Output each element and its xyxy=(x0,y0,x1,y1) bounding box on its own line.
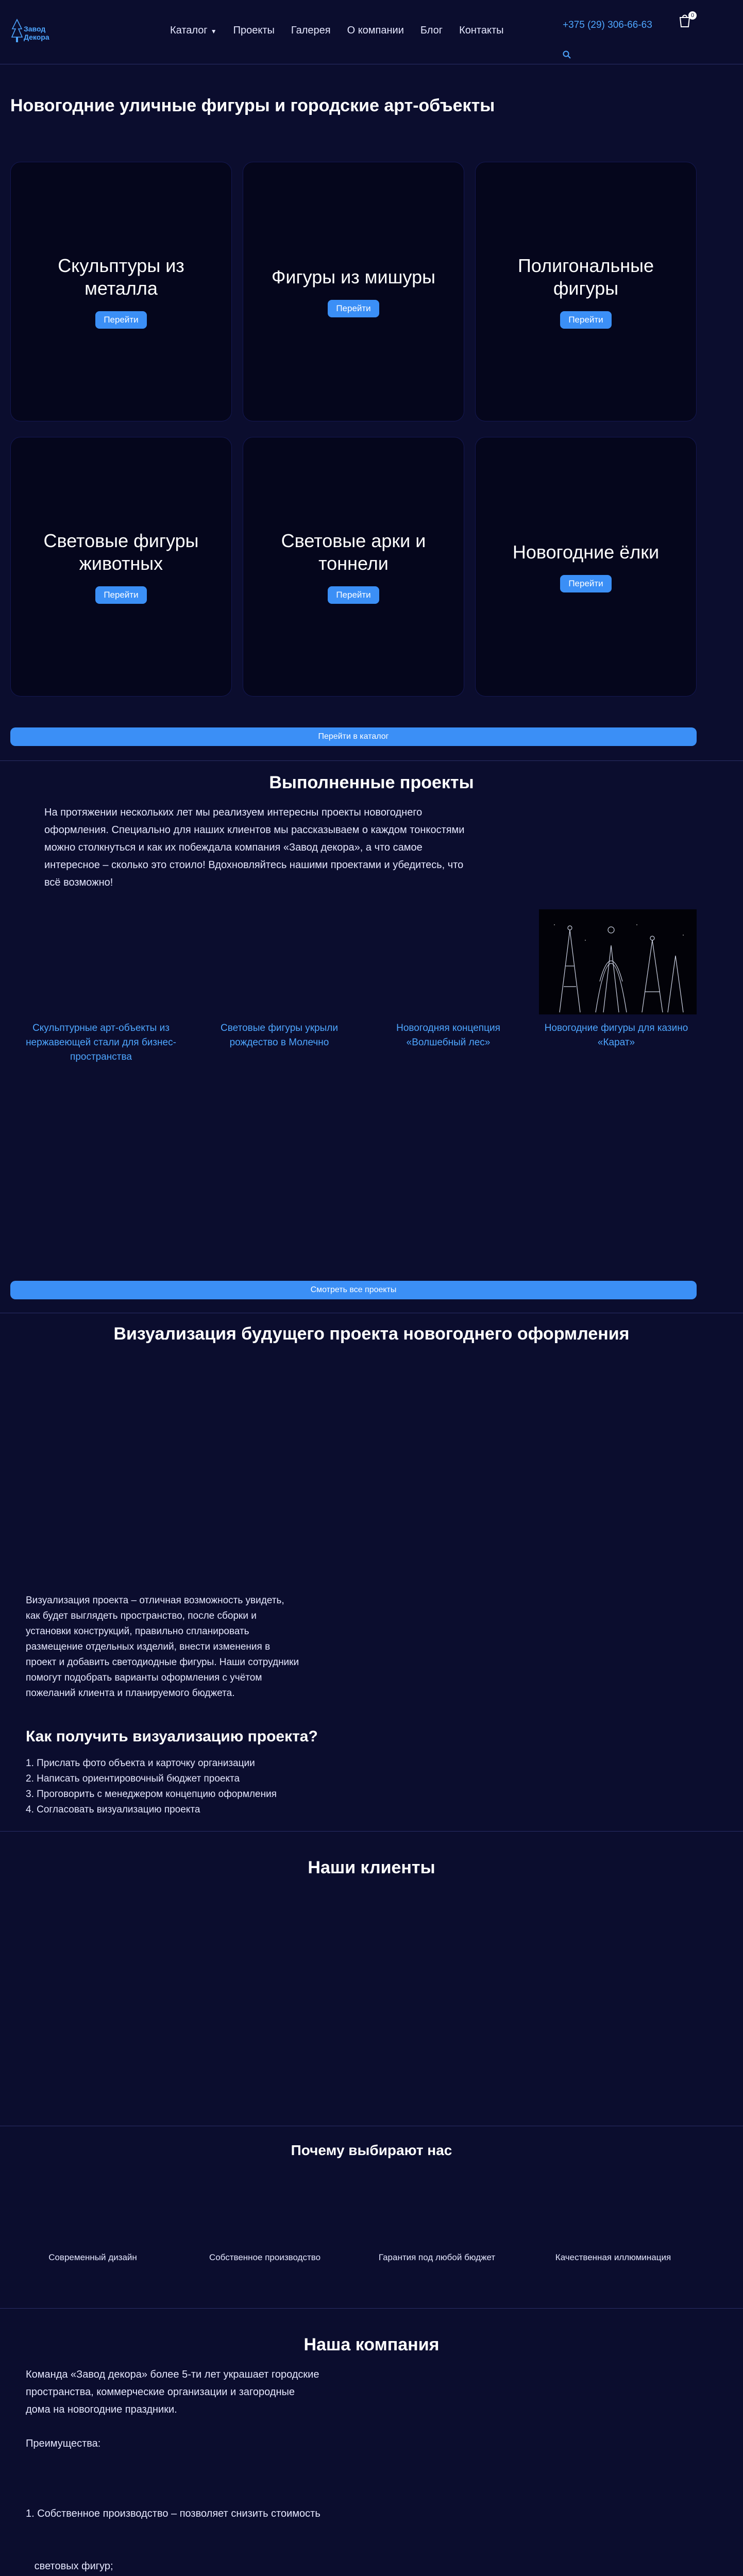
category-title: Световые арки и тоннели xyxy=(281,530,426,574)
nav-projects[interactable]: Проекты xyxy=(233,25,275,36)
advantages-title: Преимущества: xyxy=(26,2438,101,2449)
category-go-button[interactable]: Перейти xyxy=(95,586,146,604)
advantages-list xyxy=(26,2470,356,2576)
logo-line-1: Завод xyxy=(24,25,46,33)
step-item: 3. Проговорить с менеджером концепцию оформления xyxy=(26,1789,277,1800)
visualization-title: Визуализация будущего проекта новогоднего оформления xyxy=(113,1324,630,1344)
illuminated-figures-image xyxy=(539,909,697,1014)
advantage-line: 1. Собственное производство – позволяет снизить стоимость xyxy=(26,2508,320,2519)
projects-intro-line: можно столкнуться и как их побеждала компания «Завод декора», а что самое xyxy=(44,842,423,853)
nav-blog[interactable]: Блог xyxy=(420,25,443,36)
nav-gallery[interactable]: Галерея xyxy=(291,25,331,36)
why-us-title: Почему выбирают нас xyxy=(291,2142,452,2158)
project-link[interactable]: Новогодняя концепция «Волшебный лес» xyxy=(396,1023,500,1048)
projects-intro-line: всё возможно! xyxy=(44,877,113,888)
project-link[interactable]: Световые фигуры укрыли рождество в Молечно xyxy=(221,1023,338,1048)
logo-line-2: Декора xyxy=(24,33,49,41)
why-item: Гарантия под любой бюджет xyxy=(378,2252,496,2262)
category-card-arches[interactable] xyxy=(243,437,464,697)
why-item: Качественная иллюминация xyxy=(555,2252,671,2262)
logo-text xyxy=(24,25,49,41)
visualization-line: Визуализация проекта – отличная возможность увидеть, xyxy=(26,1595,284,1606)
step-item: 2. Написать ориентировочный бюджет проекта xyxy=(26,1773,240,1784)
visualization-text xyxy=(26,1593,356,1701)
category-title: Скульптуры из металла xyxy=(58,255,184,299)
company-intro-line: пространства, коммерческие организации и загородные xyxy=(26,2386,295,2398)
header-phone[interactable]: +375 (29) 306-66-63 xyxy=(563,20,652,30)
visualization-line: помогут подобрать варианты оформления с учётом xyxy=(26,1672,262,1683)
projects-intro-line: оформления. Специально для наших клиентов мы рассказываем о каждом тонкостями xyxy=(44,824,465,836)
project-photo-carat[interactable] xyxy=(539,909,697,1014)
how-to-get-title: Как получить визуализацию проекта? xyxy=(26,1728,318,1745)
nav-catalog[interactable] xyxy=(170,25,217,37)
company-title: Наша компания xyxy=(303,2335,440,2354)
section-divider xyxy=(0,1831,743,1832)
category-card-trees[interactable] xyxy=(475,437,697,697)
category-card-metal[interactable] xyxy=(10,162,232,421)
visualization-line: как будет выглядеть пространство, после сборки и xyxy=(26,1611,257,1621)
category-go-button[interactable]: Перейти xyxy=(95,311,146,329)
step-item: 4. Согласовать визуализацию проекта xyxy=(26,1804,200,1815)
company-intro-line: дома на новогодние праздники. xyxy=(26,2404,177,2415)
category-card-tinsel[interactable] xyxy=(243,162,464,421)
page-title: Новогодние уличные фигуры и городские арт-объекты xyxy=(10,96,495,115)
clients-title: Наши клиенты xyxy=(308,1858,435,1877)
projects-intro xyxy=(44,804,560,891)
category-go-button[interactable]: Перейти xyxy=(328,300,379,317)
all-projects-button[interactable]: Смотреть все проекты xyxy=(10,1281,697,1299)
cart-count-badge: 0 xyxy=(688,11,697,20)
search-icon[interactable] xyxy=(563,50,571,59)
projects-title: Выполненные проекты xyxy=(269,773,474,792)
company-intro-line: Команда «Завод декора» более 5-ти лет украшает городские xyxy=(26,2369,319,2380)
site-header xyxy=(0,0,743,62)
company-intro xyxy=(26,2366,345,2418)
category-go-button[interactable]: Перейти xyxy=(328,586,379,604)
section-divider xyxy=(0,760,743,761)
category-title: Полигональные фигуры xyxy=(517,255,654,299)
category-go-button[interactable]: Перейти xyxy=(560,311,611,329)
category-go-button[interactable]: Перейти xyxy=(560,575,611,592)
nav-catalog-label: Каталог xyxy=(170,25,208,36)
nav-about[interactable]: О компании xyxy=(347,25,404,36)
category-title: Световые фигуры животных xyxy=(43,530,199,574)
why-item: Современный дизайн xyxy=(48,2252,137,2262)
visualization-line: размещение отдельных изделий, внести изменения в xyxy=(26,1641,271,1652)
visualization-line: пожеланий клиента и планируемого бюджета. xyxy=(26,1688,235,1699)
catalog-button[interactable]: Перейти в каталог xyxy=(10,727,697,746)
category-card-animals[interactable] xyxy=(10,437,232,697)
why-item: Собственное производство xyxy=(209,2252,321,2262)
visualization-line: проект и добавить светодиодные фигуры. Наши сотрудники xyxy=(26,1657,299,1668)
main-nav xyxy=(170,25,504,37)
projects-intro-line: На протяжении нескольких лет мы реализуем интересны проекты новогоднего xyxy=(44,807,423,818)
project-link[interactable]: Скульптурные арт-объекты из нержавеющей стали для бизнес-пространства xyxy=(26,1023,176,1062)
visualization-line: установки конструкций, правильно спланировать xyxy=(26,1626,249,1637)
category-title: Новогодние ёлки xyxy=(512,541,660,563)
logo-tree-icon xyxy=(11,19,23,44)
step-item: 1. Прислать фото объекта и карточку организации xyxy=(26,1758,255,1769)
section-divider xyxy=(0,2308,743,2309)
nav-contacts[interactable]: Контакты xyxy=(459,25,504,36)
project-link[interactable]: Новогодние фигуры для казино «Карат» xyxy=(544,1023,688,1048)
category-title: Фигуры из мишуры xyxy=(272,266,435,287)
category-card-polygonal[interactable] xyxy=(475,162,697,421)
visualization-steps xyxy=(26,1756,277,1818)
logo[interactable] xyxy=(11,16,58,46)
projects-intro-line: интересное – сколько это стоило! Вдохновляйтесь нашими проектами и убедитесь, что xyxy=(44,859,464,871)
advantage-line: световых фигур; xyxy=(26,2561,113,2572)
chevron-down-icon: ▼ xyxy=(210,28,217,35)
